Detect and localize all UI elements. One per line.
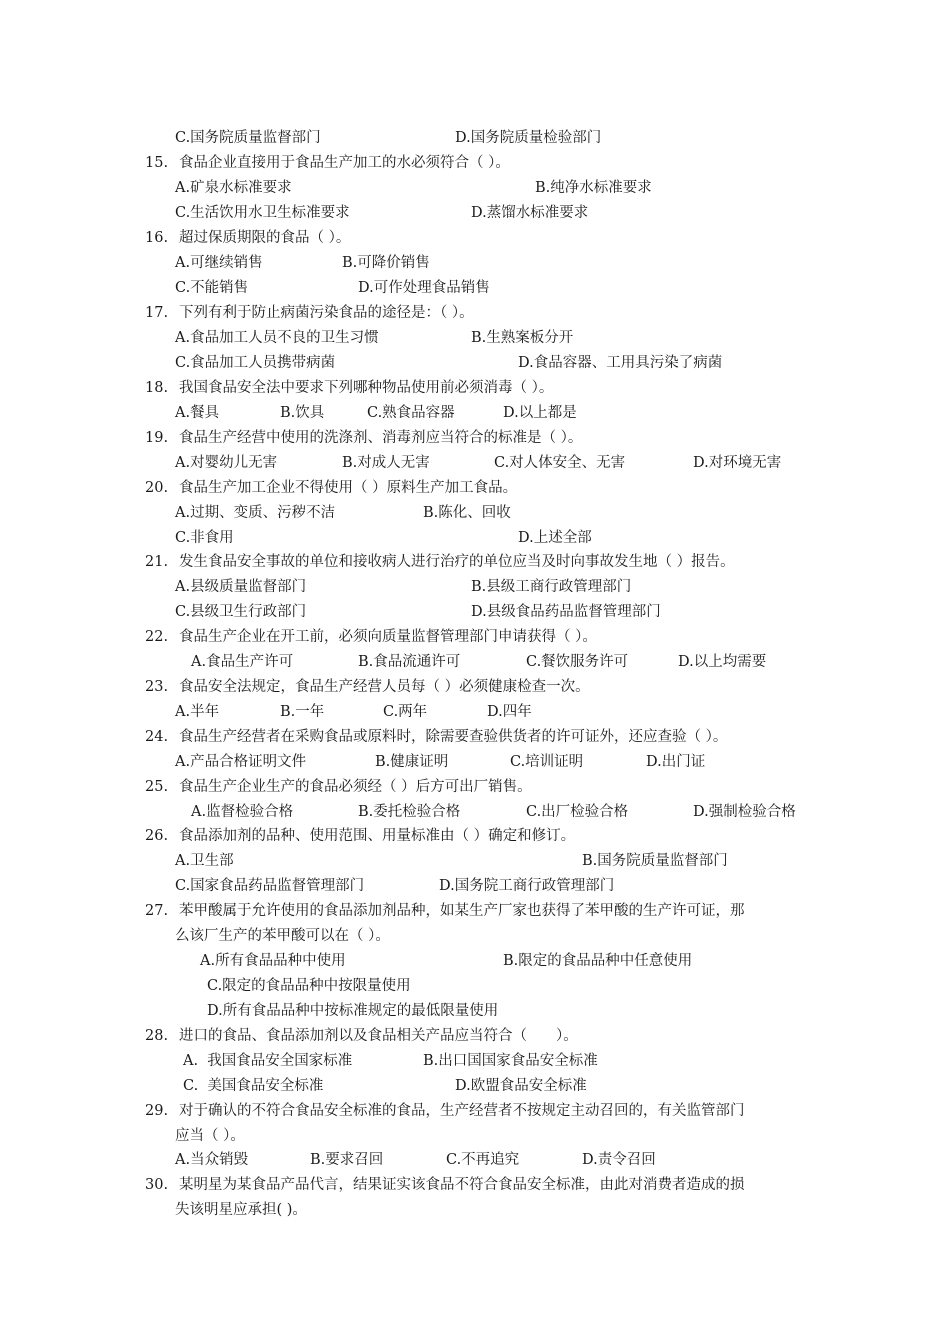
option-d: D.上述全部	[518, 530, 592, 546]
option-b: B.食品流通许可	[358, 654, 461, 670]
option-b: B.纯净水标准要求	[535, 180, 652, 196]
option-a: A.餐具	[175, 405, 220, 421]
option-b: B.对成人无害	[342, 455, 430, 471]
question-stem-continued: 么该厂生产的苯甲酸可以在（ ）。	[175, 928, 390, 944]
question-stem: 食品添加剂的品种、使用范围、用量标准由（ ）确定和修订。	[179, 828, 576, 844]
option-d: D.以上都是	[503, 405, 577, 421]
question-number: 22.	[145, 629, 169, 645]
option-b: B.出口国国家食品安全标准	[423, 1053, 598, 1069]
option-a: A.所有食品品种中使用	[200, 953, 346, 969]
option-a: A.矿泉水标准要求	[175, 180, 292, 196]
question-number: 23.	[145, 679, 169, 695]
option-c: C.食品加工人员携带病菌	[175, 355, 336, 371]
question-stem: 进口的食品、食品添加剂以及食品相关产品应当符合（ ）。	[179, 1028, 578, 1044]
question-number: 28.	[145, 1028, 169, 1044]
option-d: D.责令召回	[582, 1152, 656, 1168]
option-c: C.餐饮服务许可	[526, 654, 629, 670]
option-a: A.食品加工人员不良的卫生习惯	[175, 330, 379, 346]
option-d: D.国务院工商行政管理部门	[439, 878, 615, 894]
option-a: A.县级质量监督部门	[175, 579, 307, 595]
question-stem: 食品企业直接用于食品生产加工的水必须符合（ ）。	[179, 155, 510, 171]
question-number: 30.	[145, 1177, 169, 1193]
option-d: D.强制检验合格	[693, 804, 796, 820]
question-number: 27.	[145, 903, 169, 919]
question-stem: 食品生产企业在开工前，必须向质量监督管理部门申请获得（ ）。	[179, 629, 597, 645]
option-c: C.非食用	[175, 530, 234, 546]
option-d: D.蒸馏水标准要求	[471, 205, 589, 221]
question-number: 26.	[145, 828, 169, 844]
option-a: A.当众销毁	[175, 1152, 249, 1168]
question-stem: 超过保质期限的食品（ ）。	[179, 230, 351, 246]
question-number: 16.	[145, 230, 169, 246]
question-number: 21.	[145, 554, 169, 570]
option-d: D.食品容器、工用具污染了病菌	[518, 355, 723, 371]
question-stem: 发生食品安全事故的单位和接收病人进行治疗的单位应当及时向事故发生地（ ）报告。	[179, 554, 735, 570]
question-stem-continued: 应当（ ）。	[175, 1128, 245, 1144]
option-b: B.健康证明	[375, 754, 449, 770]
question-number: 15.	[145, 155, 169, 171]
question-stem-continued: 失该明星应承担( )。	[175, 1202, 307, 1218]
option-d: D.可作处理食品销售	[358, 280, 490, 296]
option-b: B.陈化、回收	[423, 505, 511, 521]
option-b: B.限定的食品品种中任意使用	[503, 953, 693, 969]
question-stem: 我国食品安全法中要求下列哪种物品使用前必须消毒（ ）。	[179, 380, 554, 396]
option-a: A.半年	[175, 704, 220, 720]
question-stem: 食品生产经营中使用的洗涤剂、消毒剂应当符合的标准是（ ）。	[179, 430, 583, 446]
option-a: A.食品生产许可	[191, 654, 294, 670]
option-c: C.国家食品药品监督管理部门	[175, 878, 365, 894]
option-c: C.两年	[383, 704, 428, 720]
option-a: A.卫生部	[175, 853, 234, 869]
question-number: 24.	[145, 729, 169, 745]
option-a: A. 我国食品安全国家标准	[183, 1053, 353, 1069]
question-stem: 食品生产经营者在采购食品或原料时，除需要查验供货者的许可证外，还应查验（ ）。	[179, 729, 728, 745]
option-b: B.可降价销售	[342, 255, 430, 271]
option-a: A.对婴幼儿无害	[175, 455, 278, 471]
question-number: 19.	[145, 430, 169, 446]
question-number: 17.	[145, 305, 169, 321]
option-d: D.国务院质量检验部门	[455, 130, 602, 146]
question-stem: 对于确认的不符合食品安全标准的食品，生产经营者不按规定主动召回的，有关监管部门	[179, 1103, 745, 1119]
option-b: B.生熟案板分开	[471, 330, 574, 346]
option-c: C.不能销售	[175, 280, 249, 296]
question-number: 20.	[145, 480, 169, 496]
option-c: C.国务院质量监督部门	[175, 130, 321, 146]
option-a: A.监督检验合格	[191, 804, 294, 820]
option-b: B.要求召回	[310, 1152, 384, 1168]
option-d: D.县级食品药品监督管理部门	[471, 604, 661, 620]
option-c: C.培训证明	[510, 754, 584, 770]
option-c: C.出厂检验合格	[526, 804, 629, 820]
question-stem: 某明星为某食品产品代言，结果证实该食品不符合食品安全标准，由此对消费者造成的损	[179, 1177, 745, 1193]
option-d: D.所有食品品种中按标准规定的最低限量使用	[207, 1003, 499, 1019]
option-b: B.一年	[280, 704, 325, 720]
option-d: D.欧盟食品安全标准	[455, 1078, 587, 1094]
option-a: A.产品合格证明文件	[175, 754, 307, 770]
option-b: B.委托检验合格	[358, 804, 461, 820]
option-b: B.国务院质量监督部门	[582, 853, 728, 869]
option-c: C.不再追究	[446, 1152, 520, 1168]
option-b: B.饮具	[280, 405, 325, 421]
question-stem: 下列有利于防止病菌污染食品的途径是：（ ）。	[179, 305, 474, 321]
option-b: B.县级工商行政管理部门	[471, 579, 632, 595]
option-c: C. 美国食品安全标准	[183, 1078, 324, 1094]
question-number: 18.	[145, 380, 169, 396]
option-d: D.出门证	[646, 754, 706, 770]
option-c: C.对人体安全、无害	[494, 455, 626, 471]
option-c: C.限定的食品品种中按限量使用	[207, 978, 411, 994]
option-d: D.四年	[487, 704, 532, 720]
option-a: A.过期、变质、污秽不洁	[175, 505, 336, 521]
question-stem: 食品安全法规定，食品生产经营人员每（ ）必须健康检查一次。	[179, 679, 590, 695]
option-d: D.对环境无害	[693, 455, 782, 471]
option-a: A.可继续销售	[175, 255, 263, 271]
option-c: C.生活饮用水卫生标准要求	[175, 205, 350, 221]
question-number: 25.	[145, 779, 169, 795]
option-c: C.县级卫生行政部门	[175, 604, 307, 620]
question-number: 29.	[145, 1103, 169, 1119]
option-c: C.熟食品容器	[367, 405, 455, 421]
question-stem: 食品生产加工企业不得使用（ ）原料生产加工食品。	[179, 480, 518, 496]
question-stem: 苯甲酸属于允许使用的食品添加剂品种，如某生产厂家也获得了苯甲酸的生产许可证，那	[179, 903, 745, 919]
question-stem: 食品生产企业生产的食品必须经（ ）后方可出厂销售。	[179, 779, 532, 795]
option-d: D.以上均需要	[678, 654, 767, 670]
